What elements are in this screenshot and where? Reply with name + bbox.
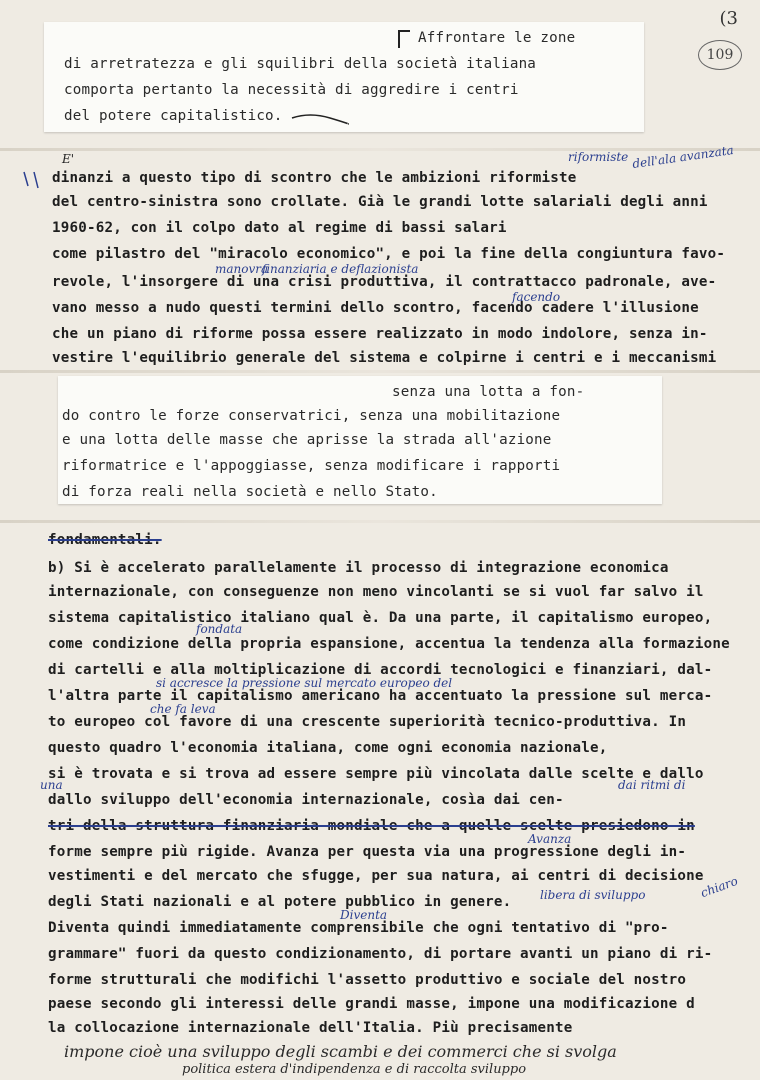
strip-mid-line-4: riformatrice e l'appoggiasse, senza modificare i rapporti: [62, 458, 561, 474]
para2-line-3: sistema capitalistico italiano qual è. Da una parte, il capitalismo europeo,: [48, 610, 713, 626]
para2-line-13: vestimenti e del mercato che sfugge, per sua natura, ai centri di decisione: [48, 868, 704, 884]
para2-line-8: questo quadro l'economia italiana, come ogni economia nazionale,: [48, 740, 608, 756]
annotation-avanza: dai ritmi di: [618, 778, 686, 792]
annotation-fa-leva: che fa leva: [150, 702, 216, 716]
strip-top-line-4: del potere capitalistico.: [64, 108, 283, 124]
para1-line-3: 1960-62, con il colpo dato al regime di bassi salari: [52, 220, 507, 236]
tear-edge-1: [0, 148, 760, 151]
annotation-diventa: libera di sviluppo: [540, 888, 646, 902]
para1-line-8: vestire l'equilibrio generale del sistema e colpirne i centri e i meccanismi: [52, 350, 717, 366]
para2-line-1: b) Si è accelerato parallelamente il processo di integrazione economica: [48, 560, 669, 576]
annotation-sviluppo: Avanza: [528, 832, 572, 846]
strip-top-line-3: comporta pertanto la necessità di aggredire i centri: [64, 82, 519, 98]
annotation-riformiste: riformiste: [568, 150, 629, 164]
para2-line-4: come condizione della propria espansione, accentua la tendenza alla formazione: [48, 636, 730, 652]
page-number-circled: 109: [698, 40, 742, 70]
annotation-finanziaria: finanziaria e deflazionista: [262, 262, 419, 276]
handwritten-footer-line-2: politica estera d'indipendenza e di raccolta sviluppo: [182, 1062, 527, 1077]
strip-mid-line-3: e una lotta delle masse che aprisse la strada all'azione: [62, 432, 552, 448]
strip-top-line-1: Affrontare le zone: [418, 30, 576, 46]
annotation-manovra: manovra: [215, 262, 269, 276]
annotation-facendo: facendo: [512, 290, 561, 304]
annotation-pressione: si accresce la pressione sul mercato europeo del: [156, 676, 453, 690]
para2-line-16: grammare" fuori da questo condizionamento, di portare avanti un piano di ri-: [48, 946, 713, 962]
para2-line-14: degli Stati nazionali e al potere pubblico in genere.: [48, 894, 512, 910]
strip-mid-line-2: do contro le forze conservatrici, senza una mobilitazione: [62, 408, 561, 424]
para2-line-15: Diventa quindi immediatamente comprensibile che ogni tentativo di "pro-: [48, 920, 669, 936]
para1-line-1: dinanzi a questo tipo di scontro che le ambizioni riformiste: [52, 170, 577, 186]
para2-line-2: internazionale, con conseguenze non meno vincolanti se si vuol far salvo il: [48, 584, 704, 600]
annotation-ritmi: una: [40, 778, 63, 792]
annotation-a-capo: chiaro: [698, 873, 740, 901]
arrow-mark: [290, 110, 350, 130]
para2-line-12: forme sempre più rigide. Avanza per questa via una progressione degli in-: [48, 844, 687, 860]
page-number-corner: (3: [719, 8, 738, 29]
para2-line-11: tri della struttura finanziaria mondiale che a quelle scelte presiedono in: [48, 818, 695, 834]
para2-line-5: di cartelli e alla moltiplicazione di accordi tecnologici e finanziari, dal-: [48, 662, 713, 678]
para2-line-19: la collocazione internazionale dell'Italia. Più precisamente: [48, 1020, 573, 1036]
strip-top-line-2: di arretratezza e gli squilibri della società italiana: [64, 56, 537, 72]
para1-line-6: vano messo a nudo questi termini dello scontro, facendo cadere l'illusione: [52, 300, 699, 316]
handwritten-footer-line-1: impone cioè una sviluppo degli scambi e dei commerci che si svolga: [64, 1042, 617, 1061]
para2-line-0: fondamentali.: [48, 532, 162, 548]
para2-line-10: dallo sviluppo dell'economia internazionale, cosìa dai cen-: [48, 792, 564, 808]
para2-line-7: to europeo col favore di una crescente superiorità tecnico-produttiva. In: [48, 714, 687, 730]
tear-edge-3: [0, 520, 760, 523]
para1-line-2: del centro-sinistra sono crollate. Già le grandi lotte salariali degli anni: [52, 194, 708, 210]
para2-line-17: forme strutturali che modifichi l'assetto produttivo e sociale del nostro: [48, 972, 687, 988]
para2-line-6: l'altra parte il capitalismo americano ha accentuato la pressione sul merca-: [48, 688, 713, 704]
annotation-fondata: fondata: [196, 622, 243, 636]
para2-line-9: si è trovata e si trova ad essere sempre più vincolata dalle scelte e dallo: [48, 766, 704, 782]
para1-line-7: che un piano di riforme possa essere realizzato in modo indolore, senza in-: [52, 326, 708, 342]
annotation-chiaro: Diventa: [340, 908, 388, 922]
bracket-mark: [398, 30, 410, 48]
tear-edge-2: [0, 370, 760, 373]
para2-line-18: paese secondo gli interessi delle grandi masse, impone una modificazione d: [48, 996, 695, 1012]
para1-line-4: come pilastro del "miracolo economico", e poi la fine della congiuntura favo-: [52, 246, 726, 262]
para1-line-5: revole, l'insorgere di una crisi produttiva, il contrattacco padronale, ave-: [52, 274, 717, 290]
annotation-e: E': [62, 152, 75, 166]
strip-mid-line-1: senza una lotta a fon-: [392, 384, 585, 400]
strip-mid-line-5: di forza reali nella società e nello Stato.: [62, 484, 438, 500]
annotation-ala-avanzata: dell'ala avanzata: [631, 142, 735, 172]
margin-mark-left: [20, 168, 50, 208]
